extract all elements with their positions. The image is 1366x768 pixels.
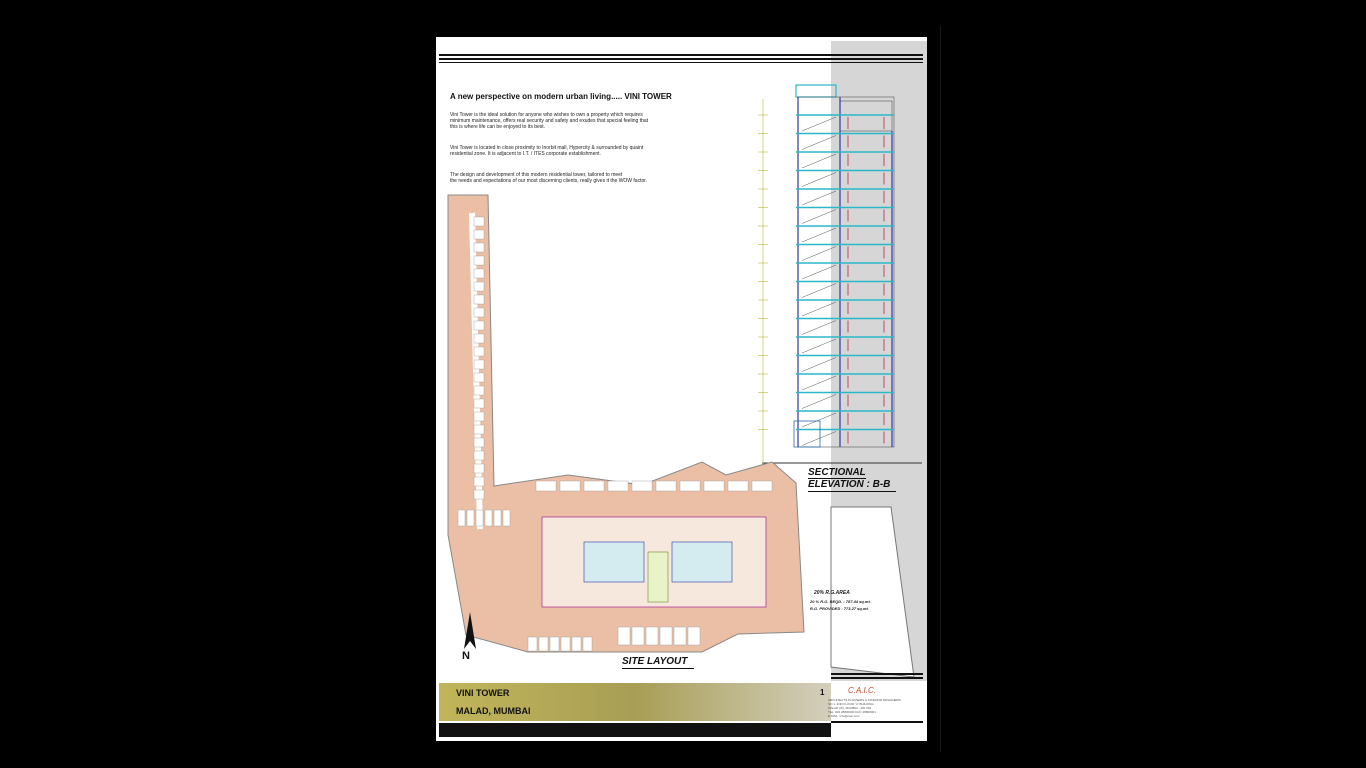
parking-bay — [474, 295, 484, 304]
parking-bay — [474, 230, 484, 239]
brochure-page — [436, 37, 927, 741]
site-layout-title: SITE LAYOUT — [622, 656, 688, 667]
stair-flight — [802, 136, 836, 150]
parking-bay — [458, 510, 465, 526]
parking-bay — [539, 637, 548, 651]
parking-bay — [584, 481, 604, 491]
stair-flight — [802, 284, 836, 298]
parking-bay — [503, 510, 510, 526]
parking-bay — [476, 510, 483, 526]
firm-address-line: TEL: 022 28800000 FAX: 28800001 — [828, 710, 876, 714]
parking-bay — [608, 481, 628, 491]
parking-bay — [474, 386, 484, 395]
firm-logo: C.A.I.C. — [848, 686, 877, 695]
firm-address-line: ARCHITECTS PLANNERS & INTERIOR DESIGNERS — [828, 698, 901, 702]
parking-bay — [474, 464, 484, 473]
stair-flight — [802, 376, 836, 390]
parking-bay — [646, 627, 658, 645]
stair-flight — [802, 191, 836, 205]
tower-outline — [798, 97, 894, 447]
footer-rule — [831, 721, 923, 723]
parking-bay — [485, 510, 492, 526]
core-left — [584, 542, 644, 582]
parking-bay — [583, 637, 592, 651]
parking-bay — [474, 451, 484, 460]
parking-bay — [474, 373, 484, 382]
parking-bay — [674, 627, 686, 645]
parking-bay — [494, 510, 501, 526]
text-line: the needs and expectations of our most discerning clients, really gives it the WOW factor. — [450, 178, 648, 185]
parking-bay — [474, 412, 484, 421]
parking-bay — [474, 490, 484, 499]
stair-flight — [802, 432, 836, 446]
parking-bay — [474, 308, 484, 317]
footer-rule — [831, 673, 923, 675]
parking-bay — [474, 282, 484, 291]
parking-bay — [474, 347, 484, 356]
sectional-elevation-drawing — [758, 85, 922, 463]
architectural-drawings — [436, 37, 927, 741]
footer-band — [439, 683, 831, 721]
stair-flight — [802, 154, 836, 168]
parking-bay — [656, 481, 676, 491]
firm-address-line: MALAD (W), MUMBAI - 400 064 — [828, 706, 872, 710]
parking-bay — [474, 334, 484, 343]
rg-required: 20 % R.G. REQD. : 787.44 sq.mt. — [810, 599, 871, 604]
core-right — [672, 542, 732, 582]
underline — [808, 491, 896, 492]
firm-address-line: E-MAIL: info@caic.com — [828, 714, 860, 718]
parking-bay — [474, 425, 484, 434]
stair-flight — [802, 228, 836, 242]
parking-bay — [474, 438, 484, 447]
parking-bay — [572, 637, 581, 651]
parking-bay — [550, 637, 559, 651]
stair-flight — [802, 395, 836, 409]
stair-flight — [802, 321, 836, 335]
firm-address-line: NO.1, 2ND FLOOR, 'A' BUILDING — [828, 702, 874, 706]
footer-black-strip — [439, 723, 831, 737]
parking-bay — [474, 217, 484, 226]
parking-bay — [474, 399, 484, 408]
project-name: VINI TOWER — [456, 688, 510, 698]
text-line: Vini Tower is the ideal solution for anyone who wishes to own a property which requires — [450, 112, 643, 118]
stair-flight — [802, 358, 836, 372]
parking-bay — [704, 481, 724, 491]
page-number: 1 — [820, 688, 825, 697]
tower-top-block — [796, 85, 836, 97]
parking-bay — [561, 637, 570, 651]
parking-bay — [632, 627, 644, 645]
parking-bay — [467, 510, 474, 526]
site-layout-drawing — [448, 195, 914, 677]
parking-bay — [560, 481, 580, 491]
parking-bay — [474, 321, 484, 330]
text-line: minimum maintenance, offers real security and safety and exudes that special feeling that — [450, 118, 649, 125]
parking-bay — [632, 481, 652, 491]
parking-bay — [660, 627, 672, 645]
underline — [622, 668, 694, 669]
footer-rule — [831, 677, 923, 679]
stair-flight — [802, 173, 836, 187]
viewer-divider-line — [940, 26, 941, 752]
text-line: Vini Tower is located in close proximity to Inorbit mall, Hypercity & surrounded by quaint — [450, 145, 644, 151]
parking-bay — [474, 360, 484, 369]
intro-title: A new perspective on modern urban living..... VINI TOWER — [450, 92, 672, 101]
stair-flight — [802, 413, 836, 427]
stair-flight — [802, 339, 836, 353]
sectional-title-line1: SECTIONAL — [808, 467, 866, 478]
parking-bay — [536, 481, 556, 491]
rg-area-label: 20% R.G.AREA — [814, 590, 850, 596]
rg-provided: R.G. PROVIDED : 773.27 sq.mt. — [810, 606, 869, 611]
parking-bay — [688, 627, 700, 645]
text-line: this is where life can be enjoyed to its best. — [450, 124, 546, 131]
north-label: N — [462, 650, 470, 662]
parking-bay — [618, 627, 630, 645]
text-line: residential zone. It is adjacent to I.T. / ITES corporate establishment. — [450, 151, 601, 158]
parking-bay — [528, 637, 537, 651]
parking-bay — [474, 477, 484, 486]
stair-flight — [802, 265, 836, 279]
project-location: MALAD, MUMBAI — [456, 706, 531, 716]
stair-flight — [802, 117, 836, 131]
parking-bay — [680, 481, 700, 491]
stair-flight — [802, 302, 836, 316]
parking-bay — [752, 481, 772, 491]
sectional-title-line2: ELEVATION : B-B — [808, 479, 891, 490]
parking-bay — [728, 481, 748, 491]
parking-bay — [474, 269, 484, 278]
stair-flight — [802, 210, 836, 224]
parking-bay — [474, 243, 484, 252]
stair-flight — [802, 247, 836, 261]
underline — [808, 478, 866, 479]
parking-bay — [474, 256, 484, 265]
central-atrium — [648, 552, 668, 602]
text-line: The design and development of this modern residential tower, tailored to meet — [450, 172, 623, 178]
